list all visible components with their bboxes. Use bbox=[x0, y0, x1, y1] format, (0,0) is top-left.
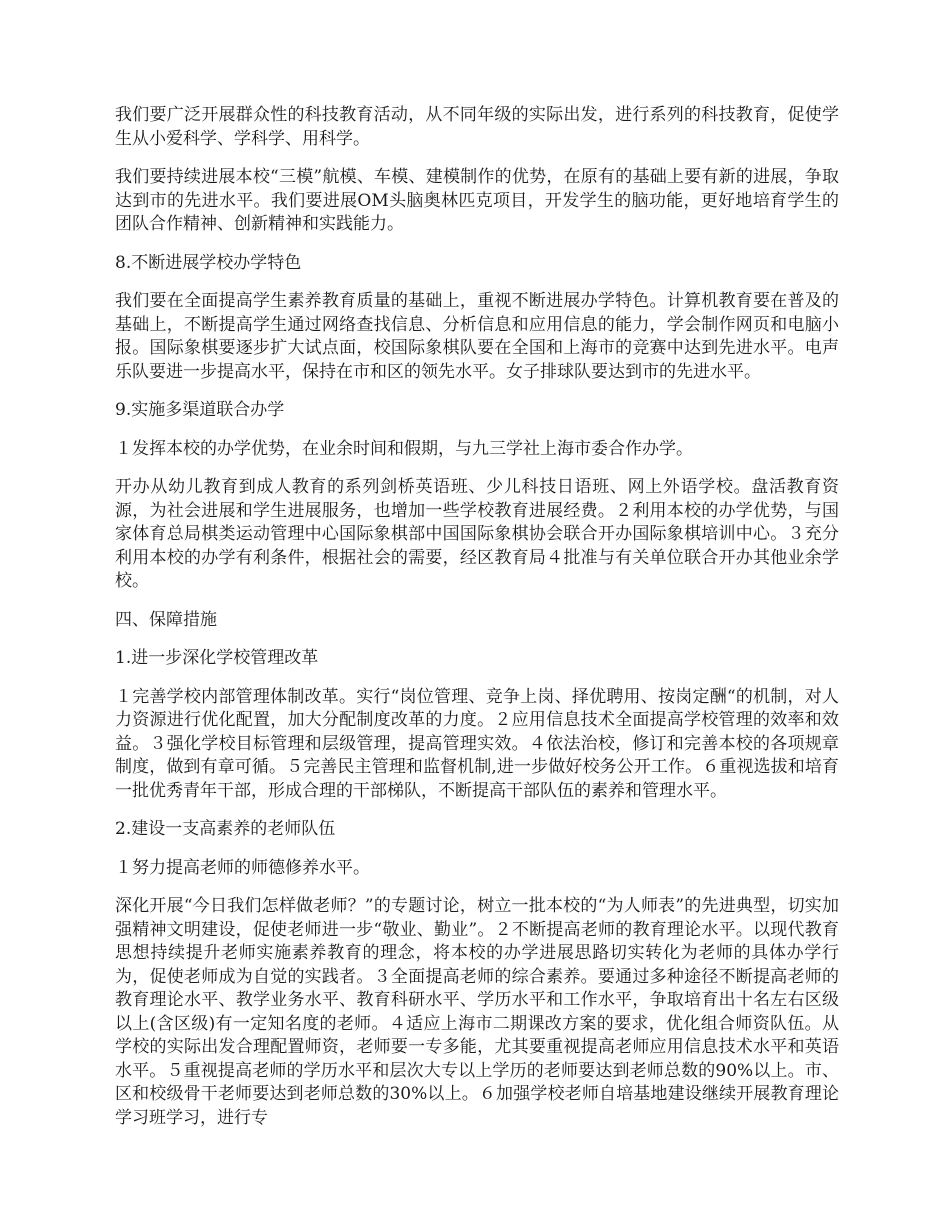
paragraph-cooperation-2: 开办从幼儿教育到成人教育的系列剑桥英语班、少儿科技日语班、网上外语学校。盘活教育资源，为社会进展和学生进展服务，也增加一些学校教育进展经费。２利用本校的办学优势，与国家体育总局棋类运动管理中心国际象棋部中国国际象棋协会联合开办国际象棋培训中心。３充分利用本校的办学有利条件，根据社会的需要，经区教育局４批准与有关单位联合开办其他业余学校。 bbox=[115, 477, 839, 591]
paragraph-cooperation-1: １发挥本校的办学优势，在业余时间和假期，与九三学社上海市委合作办学。 bbox=[115, 438, 693, 459]
paragraph-school-features: 我们要在全面提高学生素养教育质量的基础上，重视不断进展办学特色。计算机教育要在普及的基础上，不断提高学生通过网络查找信息、分析信息和应用信息的能力，学会制作网页和电脑小报。国际象棋要逐步扩大试点面，校国际象棋队要在全国和上海市的竞赛中达到先进水平。电声乐队要进一步提高水平，保持在市和区的领先水平。女子排球队要达到市的先进水平。 bbox=[115, 291, 839, 382]
paragraph-three-models: 我们要持续进展本校“三模”航模、车模、建模制作的优势，在原有的基础上要有新的进展，争取达到市的先进水平。我们要进展OM头脑奥林匹克项目，开发学生的脑功能，更好地培育学生的团队合作精神、创新精神和实践能力。 bbox=[115, 167, 839, 234]
paragraph-management-reform: １完善学校内部管理体制改革。实行“岗位管理、竞争上岗、择优聘用、按岗定酬“的机制，对人力资源进行优化配置，加大分配制度改革的力度。２应用信息技术全面提高学校管理的效率和效益。３强化学校目标管理和层级管理，提高管理实效。４依法治校，修订和完善本校的各项规章制度，做到有章可循。５完善民主管理和监督机制,进一步做好校务公开工作。６重视选拔和培育一批优秀青年干部，形成合理的干部梯队，不断提高干部队伍的素养和管理水平。 bbox=[115, 686, 839, 801]
paragraph-teacher-development: 深化开展“今日我们怎样做老师？”的专题讨论，树立一批本校的“为人师表”的先进典型，切实加强精神文明建设，促使老师进一步“敬业、勤业”。２不断提高老师的教育理论水平。以现代教育思想持续提升老师实施素养教育的理念，将本校的办学进展思路切实转化为老师的具体办学行为，促使老师成为自觉的实践者。３全面提高老师的综合素养。要通过多种途径不断提高老师的教育理论水平、教学业务水平、教育科研水平、学历水平和工作水平，争取培育出十名左右区级以上(含区级)有一定知名度的老师。４适应上海市二期课改方案的要求，优化组合师资队伍。从学校的实际出发合理配置师资，老师要一专多能，尤其要重视提高老师应用信息技术水平和英语水平。５重视提高老师的学历水平和层次大专以上学历的老师要达到老师总数的90%以上。市、区和校级骨干老师要达到老师总数的30%以上。６加强学校老师自培基地建设继续开展教育理论学习班学习，进行专 bbox=[115, 896, 839, 1128]
paragraph-science-activities: 我们要广泛开展群众性的科技教育活动，从不同年级的实际出发，进行系列的科技教育，促使学生从小爱科学、学科学、用科学。 bbox=[115, 105, 839, 149]
section-heading-8: 8.不断进展学校办学特色 bbox=[115, 252, 302, 273]
chapter-heading-guarantees: 四、保障措施 bbox=[115, 609, 217, 630]
document-page bbox=[115, 104, 839, 1145]
section-heading-management-reform: 1.进一步深化学校管理改革 bbox=[115, 648, 319, 668]
paragraph-teacher-ethics: １努力提高老师的师德修养水平。 bbox=[115, 857, 370, 878]
section-heading-9: 9.实施多渠道联合办学 bbox=[115, 400, 285, 420]
section-heading-teacher-team: 2.建设一支高素养的老师队伍 bbox=[115, 819, 336, 839]
